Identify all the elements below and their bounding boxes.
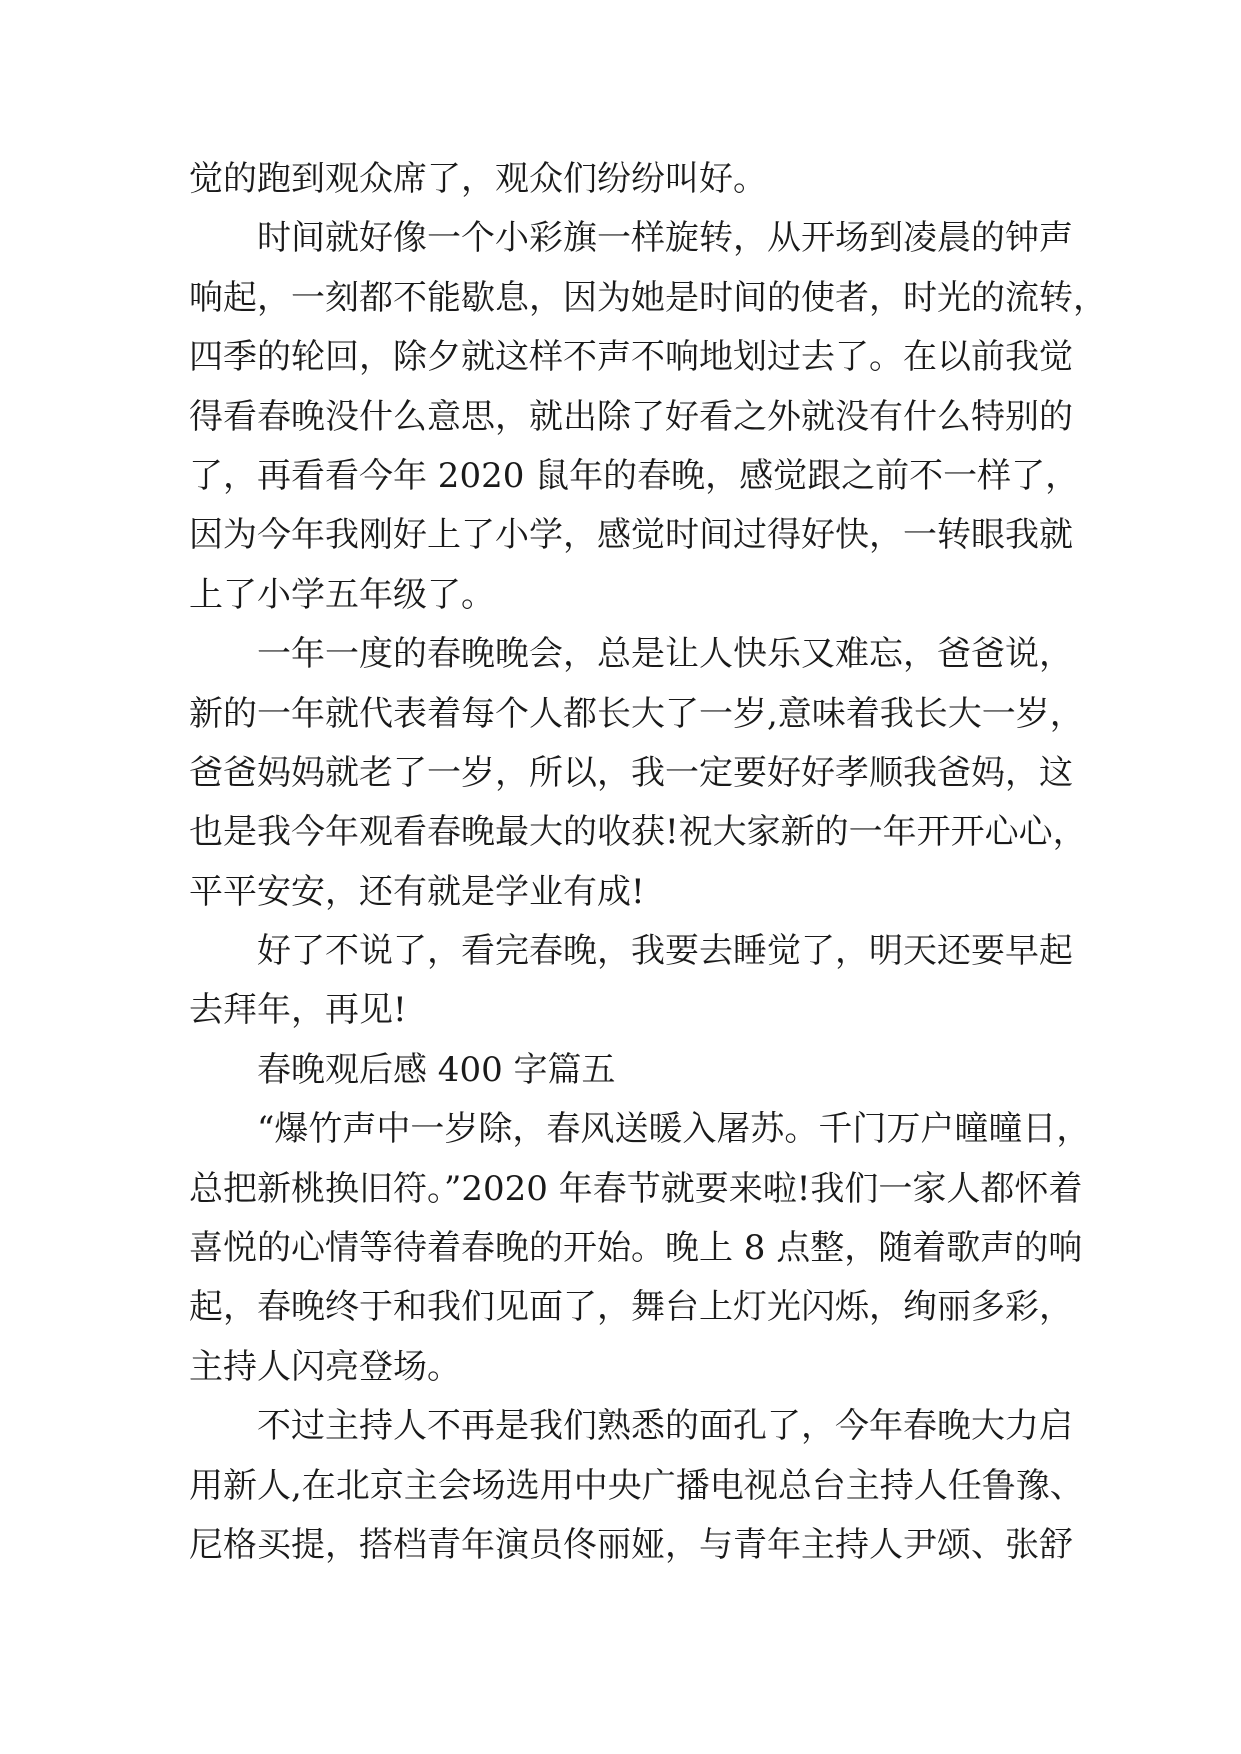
text-line: 好了不说了，看完春晚，我要去睡觉了，明天还要早起: [257, 931, 1073, 972]
text-line: 总把新桃换旧符。”2020 年春节就要来啦!我们一家人都怀着: [189, 1168, 1083, 1209]
text-line: 主持人闪亮登场。: [189, 1346, 461, 1387]
document-body: [189, 150, 1107, 1575]
text-line: 时间就好像一个小彩旗一样旋转，从开场到凌晨的钟声: [257, 218, 1073, 259]
text-line: 平平安安，还有就是学业有成!: [189, 871, 645, 912]
text-line: 因为今年我刚好上了小学，感觉时间过得好快，一转眼我就: [189, 515, 1073, 556]
text-line: 响起，一刻都不能歇息，因为她是时间的使者，时光的流转，: [189, 277, 1107, 318]
text-line: 新的一年就代表着每个人都长大了一岁,意味着我长大一岁，: [189, 693, 1084, 734]
text-line: 爸爸妈妈就老了一岁，所以，我一定要好好孝顺我爸妈，这: [189, 752, 1073, 793]
text-line: 不过主持人不再是我们熟悉的面孔了，今年春晚大力启: [257, 1406, 1073, 1447]
text-line: 也是我今年观看春晚最大的收获!祝大家新的一年开开心心，: [189, 812, 1087, 853]
text-line: 起，春晚终于和我们见面了，舞台上灯光闪烁，绚丽多彩，: [189, 1287, 1073, 1328]
text-line: “爆竹声中一岁除，春风送暖入屠苏。千门万户曈曈日，: [257, 1109, 1091, 1150]
text-line: 春晚观后感 400 字篇五: [257, 1049, 616, 1090]
text-line: 去拜年，再见!: [189, 990, 407, 1031]
text-line: 上了小学五年级了。: [189, 574, 495, 615]
text-line: 喜悦的心情等待着春晚的开始。晚上 8 点整，随着歌声的响: [189, 1228, 1083, 1269]
text-line: 得看春晚没什么意思，就出除了好看之外就没有什么特别的: [189, 396, 1073, 437]
text-line: 一年一度的春晚晚会，总是让人快乐又难忘，爸爸说，: [257, 634, 1073, 675]
text-line: 觉的跑到观众席了，观众们纷纷叫好。: [189, 159, 767, 199]
text-line: 了，再看看今年 2020 鼠年的春晚，感觉跟之前不一样了，: [189, 455, 1080, 496]
text-line: 尼格买提，搭档青年演员佟丽娅，与青年主持人尹颂、张舒: [189, 1524, 1073, 1565]
text-line: 用新人,在北京主会场选用中央广播电视总台主持人任鲁豫、: [189, 1465, 1084, 1506]
text-line: 四季的轮回，除夕就这样不声不响地划过去了。在以前我觉: [189, 337, 1073, 378]
